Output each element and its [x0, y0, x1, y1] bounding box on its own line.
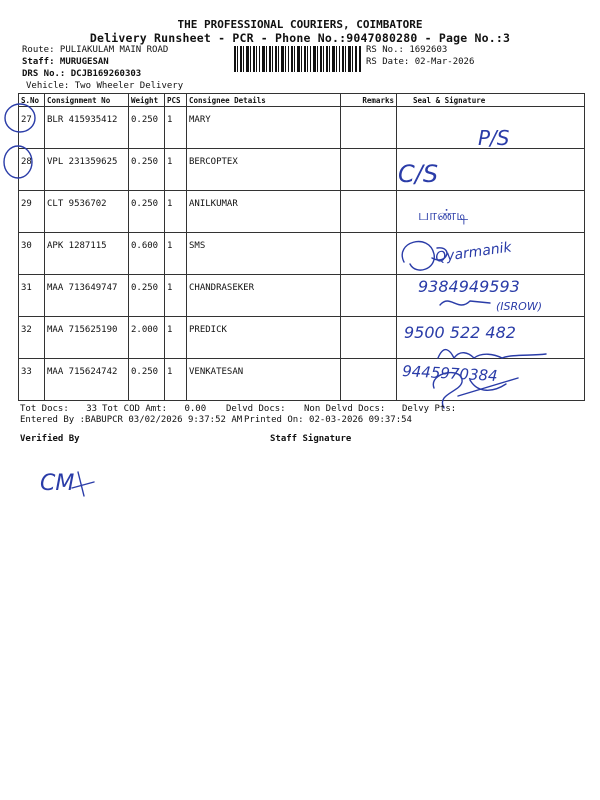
verified-by-label: Verified By [20, 434, 80, 444]
row-consignment: MAA 715625190 [45, 317, 129, 359]
total-docs [20, 404, 97, 414]
signature-scribble-row31 [440, 301, 490, 305]
row-pcs: 1 [165, 317, 187, 359]
route-info: Route: PULIAKULAM MAIN ROAD [22, 45, 169, 55]
handwritten-verified-signature: CM [40, 471, 75, 496]
total-cod-label: Tot COD Amt: [102, 404, 168, 414]
delivered-docs-label: Delvd Docs: [226, 404, 286, 414]
row-consignee: CHANDRASEKER [187, 275, 341, 317]
row-sno: 32 [19, 317, 45, 359]
row-weight: 0.250 [129, 359, 165, 401]
col-header-consignment: Consignment No [45, 94, 129, 107]
row-weight: 0.250 [129, 107, 165, 149]
row-weight: 2.000 [129, 317, 165, 359]
col-header-weight: Weight [129, 94, 165, 107]
handwritten-signature-row30: Qyarmanik [434, 239, 513, 266]
col-header-pcs: PCS [165, 94, 187, 107]
entered-by: Entered By :BABUPCR 03/02/2026 9:37:52 AM [20, 415, 243, 425]
staff-info: Staff: MURUGESAN [22, 57, 109, 67]
signature-scribble-row32 [438, 350, 546, 358]
row-sno: 29 [19, 191, 45, 233]
col-header-sno: S.No [19, 94, 45, 107]
handwritten-phone-row33: 9445970384 [401, 362, 499, 385]
row-consignee: BERCOPTEX [187, 149, 341, 191]
row-sno: 33 [19, 359, 45, 401]
row-sno: 31 [19, 275, 45, 317]
handwritten-tamil-name: பாண்டி [418, 206, 469, 224]
row-weight: 0.250 [129, 149, 165, 191]
row-pcs: 1 [165, 275, 187, 317]
handwritten-note-row31: (ISROW) [496, 300, 542, 313]
rs-number: RS No.: 1692603 [366, 45, 448, 55]
row-pcs: 1 [165, 191, 187, 233]
handwritten-phone-row32: 9500 522 482 [404, 323, 516, 342]
drs-number: DRS No.: DCJB169260303 [22, 69, 142, 79]
row-consignment: BLR 415935412 [45, 107, 129, 149]
handwritten-cs: C/S [398, 160, 439, 188]
row-sno: 27 [19, 107, 45, 149]
col-header-consignee: Consignee Details [187, 94, 341, 107]
staff-signature-label: Staff Signature [270, 434, 352, 444]
row-consignment: MAA 713649747 [45, 275, 129, 317]
row-weight: 0.600 [129, 233, 165, 275]
row-pcs: 1 [165, 107, 187, 149]
col-header-remarks: Remarks [341, 94, 397, 107]
row-pcs: 1 [165, 359, 187, 401]
printed-on: Printed On: 02-03-2026 09:37:54 [244, 415, 412, 425]
row-sno: 30 [19, 233, 45, 275]
total-cod-value: 0.00 [184, 404, 207, 414]
row-consignee: PREDICK [187, 317, 341, 359]
row-consignment: VPL 231359625 [45, 149, 129, 191]
total-docs-value: 33 [86, 404, 98, 414]
row-consignee: ANILKUMAR [187, 191, 341, 233]
rs-date: RS Date: 02-Mar-2026 [366, 57, 475, 67]
row-sno: 28 [19, 149, 45, 191]
circle-mark-row28 [4, 146, 32, 178]
row-pcs: 1 [165, 233, 187, 275]
handwritten-ps: P/S [478, 126, 510, 150]
total-docs-label: Tot Docs: [20, 404, 69, 414]
row-consignment: MAA 715624742 [45, 359, 129, 401]
row-consignee: VENKATESAN [187, 359, 341, 401]
delivery-points-label: Delvy Pts: [402, 404, 457, 414]
row-consignee: MARY [187, 107, 341, 149]
non-delivered-docs-label: Non Delvd Docs: [304, 404, 386, 414]
total-cod [102, 404, 206, 414]
row-weight: 0.250 [129, 191, 165, 233]
row-consignment: APK 1287115 [45, 233, 129, 275]
company-name: THE PROFESSIONAL COURIERS, COIMBATORE [177, 18, 423, 31]
vehicle-info: Vehicle: Two Wheeler Delivery [26, 81, 184, 91]
row-consignment: CLT 9536702 [45, 191, 129, 233]
runsheet-title: Delivery Runsheet - PCR - Phone No.:9047080280 - Page No.:3 [89, 31, 511, 45]
col-header-signature: Seal & Signature [397, 94, 585, 107]
circle-mark-row27 [5, 104, 35, 132]
row-weight: 0.250 [129, 275, 165, 317]
verified-signature-stroke [72, 472, 94, 496]
row-consignee: SMS [187, 233, 341, 275]
handwritten-phone-row31: 9384949593 [418, 277, 520, 296]
row-pcs: 1 [165, 149, 187, 191]
